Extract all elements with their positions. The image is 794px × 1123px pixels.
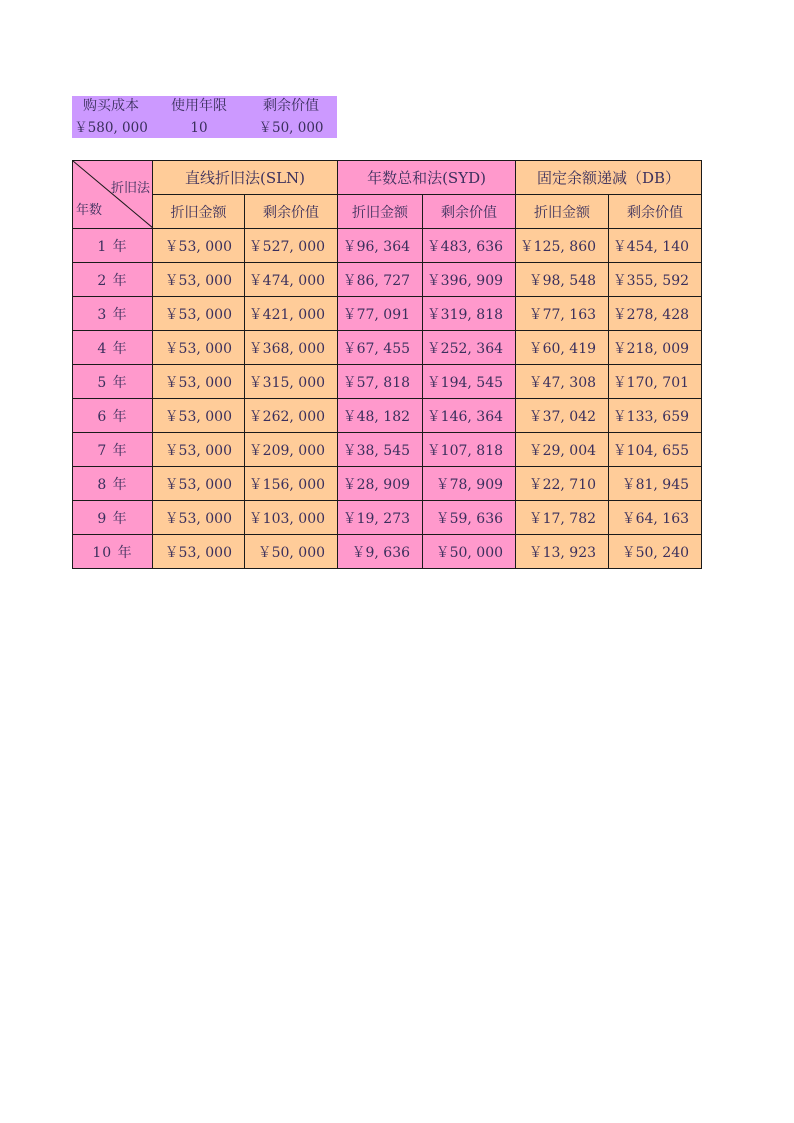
subheader-db-depreciation: 折旧金额 xyxy=(516,195,609,229)
cell-sln-remaining[interactable]: ￥50, 000 xyxy=(245,535,338,569)
purchase-cost-value[interactable]: ￥580, 000 xyxy=(74,120,148,136)
asset-summary xyxy=(72,96,337,138)
cell-syd-depreciation[interactable]: ￥28, 909 xyxy=(338,467,423,501)
cell-db-remaining[interactable]: ￥218, 009 xyxy=(609,331,702,365)
year-cell: 1 年 xyxy=(73,229,153,263)
cell-sln-remaining[interactable]: ￥103, 000 xyxy=(245,501,338,535)
table-row xyxy=(73,331,702,365)
year-cell: 2 年 xyxy=(73,263,153,297)
cell-sln-depreciation[interactable]: ￥53, 000 xyxy=(153,467,245,501)
cell-db-depreciation[interactable]: ￥22, 710 xyxy=(516,467,609,501)
cell-sln-depreciation[interactable]: ￥53, 000 xyxy=(153,297,245,331)
depreciation-table xyxy=(72,160,702,569)
cell-syd-depreciation[interactable]: ￥67, 455 xyxy=(338,331,423,365)
table-row xyxy=(73,501,702,535)
cell-syd-remaining[interactable]: ￥146, 364 xyxy=(423,399,516,433)
cell-syd-depreciation[interactable]: ￥57, 818 xyxy=(338,365,423,399)
subheader-sln-remaining: 剩余价值 xyxy=(245,195,338,229)
cell-sln-remaining[interactable]: ￥209, 000 xyxy=(245,433,338,467)
cell-db-remaining[interactable]: ￥133, 659 xyxy=(609,399,702,433)
cell-db-depreciation[interactable]: ￥13, 923 xyxy=(516,535,609,569)
table-row xyxy=(73,535,702,569)
cell-sln-remaining[interactable]: ￥156, 000 xyxy=(245,467,338,501)
corner-year-label: 年数 xyxy=(76,203,103,218)
subheader-syd-remaining: 剩余价值 xyxy=(423,195,516,229)
cell-syd-remaining[interactable]: ￥483, 636 xyxy=(423,229,516,263)
table-row xyxy=(73,467,702,501)
cell-sln-depreciation[interactable]: ￥53, 000 xyxy=(153,263,245,297)
cell-db-remaining[interactable]: ￥355, 592 xyxy=(609,263,702,297)
cell-db-depreciation[interactable]: ￥77, 163 xyxy=(516,297,609,331)
group-header-db: 固定余额递减（DB） xyxy=(516,161,702,195)
cell-sln-depreciation[interactable]: ￥53, 000 xyxy=(153,433,245,467)
table-row xyxy=(73,297,702,331)
cell-syd-depreciation[interactable]: ￥77, 091 xyxy=(338,297,423,331)
subheader-db-remaining: 剩余价值 xyxy=(609,195,702,229)
cell-sln-depreciation[interactable]: ￥53, 000 xyxy=(153,365,245,399)
purchase-cost-label: 购买成本 xyxy=(83,98,139,114)
table-row xyxy=(73,399,702,433)
group-header-sln: 直线折旧法(SLN) xyxy=(153,161,338,195)
useful-life-value[interactable]: 10 xyxy=(190,120,208,136)
subheader-sln-depreciation: 折旧金额 xyxy=(153,195,245,229)
cell-syd-depreciation[interactable]: ￥19, 273 xyxy=(338,501,423,535)
cell-sln-depreciation[interactable]: ￥53, 000 xyxy=(153,399,245,433)
cell-sln-depreciation[interactable]: ￥53, 000 xyxy=(153,229,245,263)
cell-db-remaining[interactable]: ￥454, 140 xyxy=(609,229,702,263)
subheader-syd-depreciation: 折旧金额 xyxy=(338,195,423,229)
year-cell: 8 年 xyxy=(73,467,153,501)
cell-db-depreciation[interactable]: ￥98, 548 xyxy=(516,263,609,297)
table-subheader-row xyxy=(73,195,702,229)
cell-sln-remaining[interactable]: ￥421, 000 xyxy=(245,297,338,331)
table-group-header-row xyxy=(73,161,702,195)
cell-syd-depreciation[interactable]: ￥96, 364 xyxy=(338,229,423,263)
cell-sln-depreciation[interactable]: ￥53, 000 xyxy=(153,501,245,535)
year-cell: 3 年 xyxy=(73,297,153,331)
cell-db-remaining[interactable]: ￥81, 945 xyxy=(609,467,702,501)
cell-db-depreciation[interactable]: ￥47, 308 xyxy=(516,365,609,399)
cell-syd-remaining[interactable]: ￥50, 000 xyxy=(423,535,516,569)
table-row xyxy=(73,433,702,467)
cell-syd-remaining[interactable]: ￥194, 545 xyxy=(423,365,516,399)
cell-syd-remaining[interactable]: ￥107, 818 xyxy=(423,433,516,467)
group-header-syd: 年数总和法(SYD) xyxy=(338,161,516,195)
cell-db-remaining[interactable]: ￥170, 701 xyxy=(609,365,702,399)
year-cell: 4 年 xyxy=(73,331,153,365)
cell-sln-depreciation[interactable]: ￥53, 000 xyxy=(153,535,245,569)
table-row xyxy=(73,229,702,263)
table-row xyxy=(73,365,702,399)
useful-life-label: 使用年限 xyxy=(171,98,227,114)
cell-sln-remaining[interactable]: ￥262, 000 xyxy=(245,399,338,433)
year-cell: 7 年 xyxy=(73,433,153,467)
year-cell: 5 年 xyxy=(73,365,153,399)
cell-sln-depreciation[interactable]: ￥53, 000 xyxy=(153,331,245,365)
cell-syd-depreciation[interactable]: ￥86, 727 xyxy=(338,263,423,297)
cell-db-depreciation[interactable]: ￥17, 782 xyxy=(516,501,609,535)
year-cell: 9 年 xyxy=(73,501,153,535)
cell-sln-remaining[interactable]: ￥368, 000 xyxy=(245,331,338,365)
year-cell: 10 年 xyxy=(73,535,153,569)
cell-db-depreciation[interactable]: ￥125, 860 xyxy=(516,229,609,263)
cell-sln-remaining[interactable]: ￥315, 000 xyxy=(245,365,338,399)
cell-db-remaining[interactable]: ￥50, 240 xyxy=(609,535,702,569)
cell-db-remaining[interactable]: ￥64, 163 xyxy=(609,501,702,535)
cell-db-depreciation[interactable]: ￥37, 042 xyxy=(516,399,609,433)
cell-db-remaining[interactable]: ￥104, 655 xyxy=(609,433,702,467)
cell-syd-depreciation[interactable]: ￥38, 545 xyxy=(338,433,423,467)
cell-db-depreciation[interactable]: ￥29, 004 xyxy=(516,433,609,467)
cell-syd-remaining[interactable]: ￥59, 636 xyxy=(423,501,516,535)
cell-sln-remaining[interactable]: ￥527, 000 xyxy=(245,229,338,263)
cell-syd-depreciation[interactable]: ￥48, 182 xyxy=(338,399,423,433)
year-cell: 6 年 xyxy=(73,399,153,433)
cell-db-depreciation[interactable]: ￥60, 419 xyxy=(516,331,609,365)
corner-method-label: 折旧法 xyxy=(110,181,150,196)
table-row xyxy=(73,263,702,297)
cell-sln-remaining[interactable]: ￥474, 000 xyxy=(245,263,338,297)
cell-syd-remaining[interactable]: ￥319, 818 xyxy=(423,297,516,331)
corner-header xyxy=(73,161,153,229)
cell-syd-remaining[interactable]: ￥78, 909 xyxy=(423,467,516,501)
salvage-value-label: 剩余价值 xyxy=(263,98,319,114)
table-body xyxy=(73,229,702,569)
cell-syd-remaining[interactable]: ￥252, 364 xyxy=(423,331,516,365)
cell-syd-remaining[interactable]: ￥396, 909 xyxy=(423,263,516,297)
salvage-value-value[interactable]: ￥50, 000 xyxy=(258,120,324,136)
cell-syd-depreciation[interactable]: ￥9, 636 xyxy=(338,535,423,569)
cell-db-remaining[interactable]: ￥278, 428 xyxy=(609,297,702,331)
